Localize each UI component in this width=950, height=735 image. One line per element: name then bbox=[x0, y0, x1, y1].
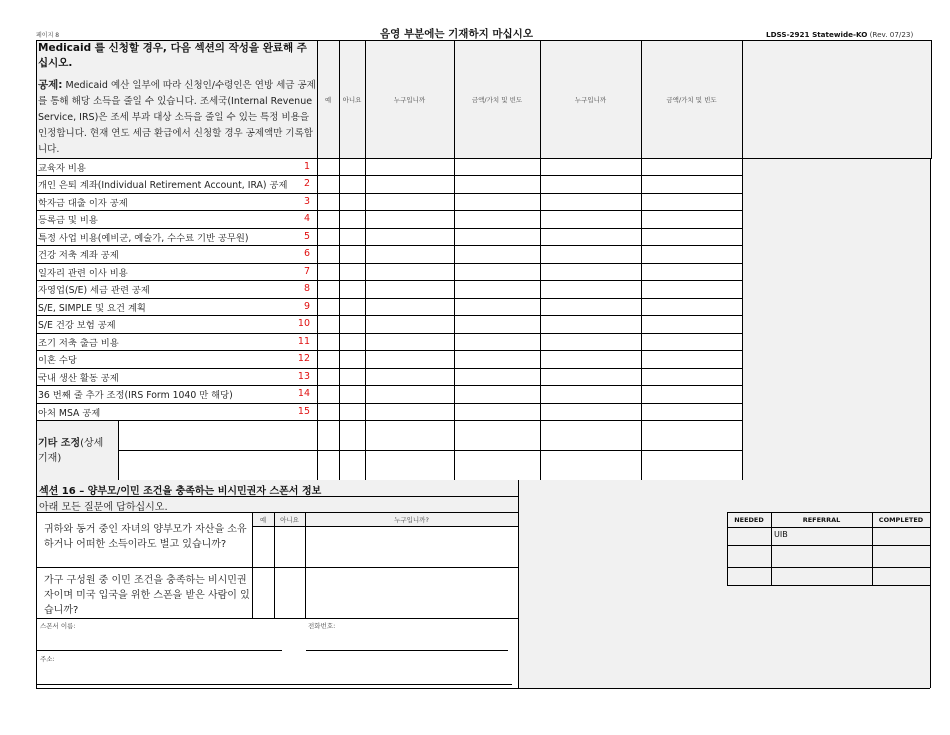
deduction-yes-checkbox[interactable] bbox=[318, 264, 339, 280]
deduction-no-checkbox[interactable] bbox=[340, 194, 365, 210]
line-number: 3 bbox=[303, 195, 310, 207]
deduction-amount-input-2[interactable] bbox=[642, 281, 742, 297]
deduction-amount-input-2[interactable] bbox=[642, 404, 742, 420]
deduction-row bbox=[38, 280, 312, 297]
deduction-who-input-2[interactable] bbox=[541, 386, 641, 402]
deduction-amount-input-1[interactable] bbox=[455, 281, 540, 297]
deduction-who-input-2[interactable] bbox=[541, 369, 641, 385]
deduction-row-labels bbox=[38, 158, 312, 420]
deduction-who-input-1[interactable] bbox=[366, 194, 454, 210]
q1-who-input[interactable] bbox=[306, 527, 518, 567]
line-number: 11 bbox=[297, 335, 310, 347]
deduction-yes-checkbox[interactable] bbox=[318, 351, 339, 367]
other-adjustment-no-checkbox[interactable] bbox=[340, 451, 365, 480]
deduction-label: 국내 생산 활동 공제 bbox=[38, 372, 119, 384]
deduction-who-input-1[interactable] bbox=[366, 176, 454, 192]
deduction-yes-checkbox[interactable] bbox=[318, 159, 339, 175]
deduction-label: 자영업(S/E) 세금 관련 공제 bbox=[38, 285, 150, 297]
referral-needed-3[interactable] bbox=[727, 567, 771, 585]
deductions-description bbox=[38, 77, 316, 158]
section16-title: 섹션 16 – 양부모/이민 조건을 충족하는 비시민권자 스폰서 정보 bbox=[39, 486, 322, 497]
question-2: 가구 구성원 중 이민 조건을 충족하는 비시민권자이며 미국 입국을 위한 스폰을 받은 사람이 있습니까? bbox=[44, 575, 250, 616]
referral-name-1: UIB bbox=[774, 530, 788, 539]
other-adjustment-who-input-1[interactable] bbox=[366, 451, 454, 480]
deduction-row bbox=[38, 175, 312, 192]
deduction-who-input-1[interactable] bbox=[366, 299, 454, 315]
deduction-yes-checkbox[interactable] bbox=[318, 176, 339, 192]
deductions-label: 공제: bbox=[38, 79, 63, 91]
form-number: LDSS-2921 Statewide-KO bbox=[766, 30, 868, 39]
deduction-label: 아처 MSA 공제 bbox=[38, 407, 101, 419]
deduction-row bbox=[38, 333, 312, 350]
deduction-who-input-2[interactable] bbox=[541, 316, 641, 332]
referral-table bbox=[727, 512, 930, 585]
deduction-no-checkbox[interactable] bbox=[340, 176, 365, 192]
deduction-amount-input-1[interactable] bbox=[455, 246, 540, 262]
s16-col-no: 아니요 bbox=[280, 515, 299, 524]
deduction-no-checkbox[interactable] bbox=[340, 246, 365, 262]
deduction-amount-input-1[interactable] bbox=[455, 316, 540, 332]
deduction-who-input-1[interactable] bbox=[366, 351, 454, 367]
deduction-label: S/E 건강 보험 공제 bbox=[38, 320, 116, 332]
other-adjustment-who-input-2[interactable] bbox=[541, 421, 641, 450]
other-adjustment-yes-checkbox[interactable] bbox=[318, 421, 339, 450]
office-use-shaded-area bbox=[742, 158, 930, 480]
deduction-amount-input-2[interactable] bbox=[642, 194, 742, 210]
deduction-who-input-1[interactable] bbox=[366, 246, 454, 262]
deduction-who-input-2[interactable] bbox=[541, 351, 641, 367]
deduction-who-input-1[interactable] bbox=[366, 369, 454, 385]
col-header-yes: 예 bbox=[324, 95, 332, 104]
sponsor-name-input[interactable] bbox=[40, 632, 280, 649]
deduction-row bbox=[38, 210, 312, 227]
deduction-no-checkbox[interactable] bbox=[340, 351, 365, 367]
deduction-no-checkbox[interactable] bbox=[340, 386, 365, 402]
q2-who-input[interactable] bbox=[306, 568, 518, 618]
deduction-row bbox=[38, 315, 312, 332]
line-number: 9 bbox=[303, 300, 310, 312]
deduction-no-checkbox[interactable] bbox=[340, 159, 365, 175]
deduction-who-input-2[interactable] bbox=[541, 299, 641, 315]
deduction-amount-input-1[interactable] bbox=[455, 404, 540, 420]
deduction-row bbox=[38, 298, 312, 315]
deduction-no-checkbox[interactable] bbox=[340, 404, 365, 420]
deduction-amount-input-2[interactable] bbox=[642, 246, 742, 262]
deduction-amount-input-1[interactable] bbox=[455, 334, 540, 350]
form-id bbox=[766, 30, 913, 39]
other-adjustments-note: (상세 기재) bbox=[38, 438, 104, 464]
deduction-amount-input-1[interactable] bbox=[455, 229, 540, 245]
deduction-amount-input-1[interactable] bbox=[455, 386, 540, 402]
page-number: 페이지 8 bbox=[36, 32, 60, 39]
deduction-who-input-1[interactable] bbox=[366, 316, 454, 332]
line-number: 6 bbox=[303, 248, 310, 260]
deduction-row bbox=[38, 193, 312, 210]
other-adjustments-label bbox=[38, 436, 116, 466]
deduction-amount-input-2[interactable] bbox=[642, 229, 742, 245]
deduction-yes-checkbox[interactable] bbox=[318, 246, 339, 262]
deduction-amount-input-2[interactable] bbox=[642, 351, 742, 367]
deduction-label: 학자금 대출 이자 공제 bbox=[38, 197, 128, 209]
deduction-amount-input-2[interactable] bbox=[642, 176, 742, 192]
other-adjustments-bold: 기타 조정 bbox=[38, 438, 81, 449]
deduction-who-input-2[interactable] bbox=[541, 159, 641, 175]
deduction-row bbox=[38, 245, 312, 262]
deduction-amount-input-2[interactable] bbox=[642, 299, 742, 315]
referral-header-referral: REFERRAL bbox=[802, 515, 841, 524]
referral-name-2[interactable] bbox=[771, 545, 872, 567]
col-header-amount-2: 금액/가치 및 빈도 bbox=[666, 95, 717, 104]
other-adjustment-who-input-2[interactable] bbox=[541, 451, 641, 480]
line-number: 15 bbox=[297, 405, 310, 417]
line-number: 8 bbox=[303, 283, 310, 295]
line-number: 14 bbox=[297, 388, 310, 400]
deduction-label: 등록금 및 비용 bbox=[38, 215, 98, 227]
referral-header-completed: COMPLETED bbox=[878, 515, 924, 524]
deduction-who-input-2[interactable] bbox=[541, 194, 641, 210]
deduction-amount-input-1[interactable] bbox=[455, 351, 540, 367]
deduction-who-input-1[interactable] bbox=[366, 264, 454, 280]
deduction-yes-checkbox[interactable] bbox=[318, 211, 339, 227]
deduction-who-input-2[interactable] bbox=[541, 211, 641, 227]
q2-yes-checkbox[interactable] bbox=[253, 568, 274, 618]
other-adjustment-who-input-1[interactable] bbox=[366, 421, 454, 450]
deduction-label: 건강 저축 계좌 공제 bbox=[38, 250, 119, 262]
line-number: 5 bbox=[303, 230, 310, 242]
other-adjustment-no-checkbox[interactable] bbox=[340, 421, 365, 450]
deduction-amount-input-2[interactable] bbox=[642, 316, 742, 332]
col-header-amount-1: 금액/가치 및 빈도 bbox=[471, 95, 523, 104]
deduction-who-input-2[interactable] bbox=[541, 404, 641, 420]
address-label: 주소: bbox=[40, 655, 55, 663]
other-adjustment-input-1[interactable] bbox=[119, 421, 316, 450]
deduction-row bbox=[38, 368, 312, 385]
deduction-who-input-2[interactable] bbox=[541, 281, 641, 297]
line-number: 10 bbox=[297, 318, 310, 330]
deduction-yes-checkbox[interactable] bbox=[318, 334, 339, 350]
deduction-who-input-1[interactable] bbox=[366, 159, 454, 175]
deductions-title: Medicaid 를 신청할 경우, 다음 섹션의 작성을 완료해 주십시오. bbox=[38, 42, 307, 69]
deduction-who-input-2[interactable] bbox=[541, 246, 641, 262]
deduction-yes-checkbox[interactable] bbox=[318, 369, 339, 385]
q2-no-checkbox[interactable] bbox=[275, 568, 305, 618]
deduction-amount-input-2[interactable] bbox=[642, 264, 742, 280]
deduction-yes-checkbox[interactable] bbox=[318, 316, 339, 332]
col-header-who-2: 누구입니까 bbox=[574, 95, 607, 104]
deductions-intro bbox=[38, 41, 316, 158]
line-number: 4 bbox=[303, 213, 310, 225]
referral-needed-2[interactable] bbox=[727, 545, 771, 567]
deduction-amount-input-2[interactable] bbox=[642, 211, 742, 227]
deduction-no-checkbox[interactable] bbox=[340, 334, 365, 350]
other-adjustment-yes-checkbox[interactable] bbox=[318, 451, 339, 480]
deduction-label: 특정 사업 비용(예비군, 예술가, 수수료 기반 공무원) bbox=[38, 232, 249, 244]
s16-col-yes: 예 bbox=[259, 515, 267, 524]
deduction-amount-input-2[interactable] bbox=[642, 386, 742, 402]
deduction-row bbox=[38, 158, 312, 175]
deduction-who-input-1[interactable] bbox=[366, 404, 454, 420]
referral-name-3[interactable] bbox=[771, 567, 872, 585]
deduction-who-input-1[interactable] bbox=[366, 334, 454, 350]
q1-no-checkbox[interactable] bbox=[275, 527, 305, 567]
deduction-yes-checkbox[interactable] bbox=[318, 404, 339, 420]
referral-header-needed: NEEDED bbox=[734, 515, 764, 524]
deduction-amount-input-2[interactable] bbox=[642, 369, 742, 385]
referral-completed-3[interactable] bbox=[872, 567, 930, 585]
deduction-who-input-1[interactable] bbox=[366, 229, 454, 245]
deduction-amount-input-2[interactable] bbox=[642, 159, 742, 175]
phone-label: 전화번호: bbox=[308, 622, 336, 630]
deduction-no-checkbox[interactable] bbox=[340, 264, 365, 280]
line-number: 13 bbox=[297, 370, 310, 382]
line-number: 1 bbox=[303, 161, 310, 172]
deduction-no-checkbox[interactable] bbox=[340, 229, 365, 245]
deduction-yes-checkbox[interactable] bbox=[318, 299, 339, 315]
deduction-yes-checkbox[interactable] bbox=[318, 386, 339, 402]
referral-completed-1[interactable] bbox=[872, 527, 930, 545]
deductions-text: Medicaid 예산 일부에 따라 신청인/수령인은 연방 세금 공제를 통해 해당 소득을 줄일 수 있습니다. 조세국(Internal Revenue Service, IRS)은 조세 부과 대상 소득을 줄일 수 있는 특정 비용을 인정합니다. 현재 연도 세금 환급에서 신청할 경우 공제액만 기록합니다. bbox=[38, 80, 316, 155]
q1-yes-checkbox[interactable] bbox=[253, 527, 274, 567]
other-adjustment-amount-input-2[interactable] bbox=[642, 421, 742, 450]
deduction-amount-input-1[interactable] bbox=[455, 176, 540, 192]
deduction-label: S/E, SIMPLE 및 요건 계획 bbox=[38, 302, 146, 314]
other-adjustment-input-2[interactable] bbox=[119, 451, 316, 480]
deduction-amount-input-2[interactable] bbox=[642, 334, 742, 350]
deduction-row bbox=[38, 350, 312, 367]
section16-subtitle: 아래 모든 질문에 답하십시오. bbox=[39, 502, 168, 513]
deduction-label: 교육자 비용 bbox=[38, 163, 86, 174]
line-number: 2 bbox=[303, 178, 310, 190]
referral-completed-2[interactable] bbox=[872, 545, 930, 567]
line-number: 12 bbox=[297, 353, 310, 365]
col-header-no: 아니요 bbox=[342, 95, 362, 104]
deduction-no-checkbox[interactable] bbox=[340, 281, 365, 297]
col-header-who-1: 누구입니까 bbox=[393, 95, 426, 104]
sponsor-name-label: 스폰서 이름: bbox=[40, 622, 76, 630]
line-number: 7 bbox=[303, 265, 310, 277]
deduction-amount-input-1[interactable] bbox=[455, 264, 540, 280]
referral-needed-1[interactable] bbox=[727, 527, 771, 545]
deduction-label: 개인 은퇴 계좌(Individual Retirement Account, IRA) 공제 bbox=[38, 180, 288, 192]
office-use-notice: 음영 부분에는 기재하지 마십시오 bbox=[380, 28, 533, 40]
address-input[interactable] bbox=[40, 665, 510, 683]
deduction-no-checkbox[interactable] bbox=[340, 299, 365, 315]
deduction-row bbox=[38, 228, 312, 245]
other-adjustment-amount-input-1[interactable] bbox=[455, 421, 540, 450]
deduction-row bbox=[38, 385, 312, 402]
deduction-amount-input-1[interactable] bbox=[455, 369, 540, 385]
deduction-yes-checkbox[interactable] bbox=[318, 194, 339, 210]
deduction-row bbox=[38, 403, 312, 420]
deduction-who-input-1[interactable] bbox=[366, 281, 454, 297]
deduction-who-input-2[interactable] bbox=[541, 334, 641, 350]
deduction-who-input-1[interactable] bbox=[366, 386, 454, 402]
deduction-label: 일자리 관련 이사 비용 bbox=[38, 267, 128, 279]
other-adjustment-amount-input-1[interactable] bbox=[455, 451, 540, 480]
deduction-no-checkbox[interactable] bbox=[340, 316, 365, 332]
deduction-label: 36 번째 줄 추가 조정(IRS Form 1040 만 해당) bbox=[38, 390, 233, 402]
deduction-amount-input-1[interactable] bbox=[455, 211, 540, 227]
deduction-label: 이혼 수당 bbox=[38, 355, 77, 367]
deduction-label: 조기 저축 출금 비용 bbox=[38, 337, 119, 349]
deduction-who-input-2[interactable] bbox=[541, 229, 641, 245]
phone-input[interactable] bbox=[308, 632, 506, 649]
s16-col-who: 누구입니까? bbox=[394, 515, 429, 524]
deduction-who-input-1[interactable] bbox=[366, 211, 454, 227]
deduction-who-input-2[interactable] bbox=[541, 264, 641, 280]
form-revision: (Rev. 07/23) bbox=[867, 30, 914, 39]
deduction-no-checkbox[interactable] bbox=[340, 369, 365, 385]
deduction-no-checkbox[interactable] bbox=[340, 211, 365, 227]
deduction-yes-checkbox[interactable] bbox=[318, 229, 339, 245]
deduction-yes-checkbox[interactable] bbox=[318, 281, 339, 297]
deduction-amount-input-1[interactable] bbox=[455, 299, 540, 315]
deduction-amount-input-1[interactable] bbox=[455, 194, 540, 210]
deduction-amount-input-1[interactable] bbox=[455, 159, 540, 175]
deduction-who-input-2[interactable] bbox=[541, 176, 641, 192]
deduction-row bbox=[38, 263, 312, 280]
question-1: 귀하와 동거 중인 자녀의 양부모가 자산을 소유하거나 어떠한 소득이라도 벌고 있습니까? bbox=[44, 524, 247, 550]
other-adjustment-amount-input-2[interactable] bbox=[642, 451, 742, 480]
